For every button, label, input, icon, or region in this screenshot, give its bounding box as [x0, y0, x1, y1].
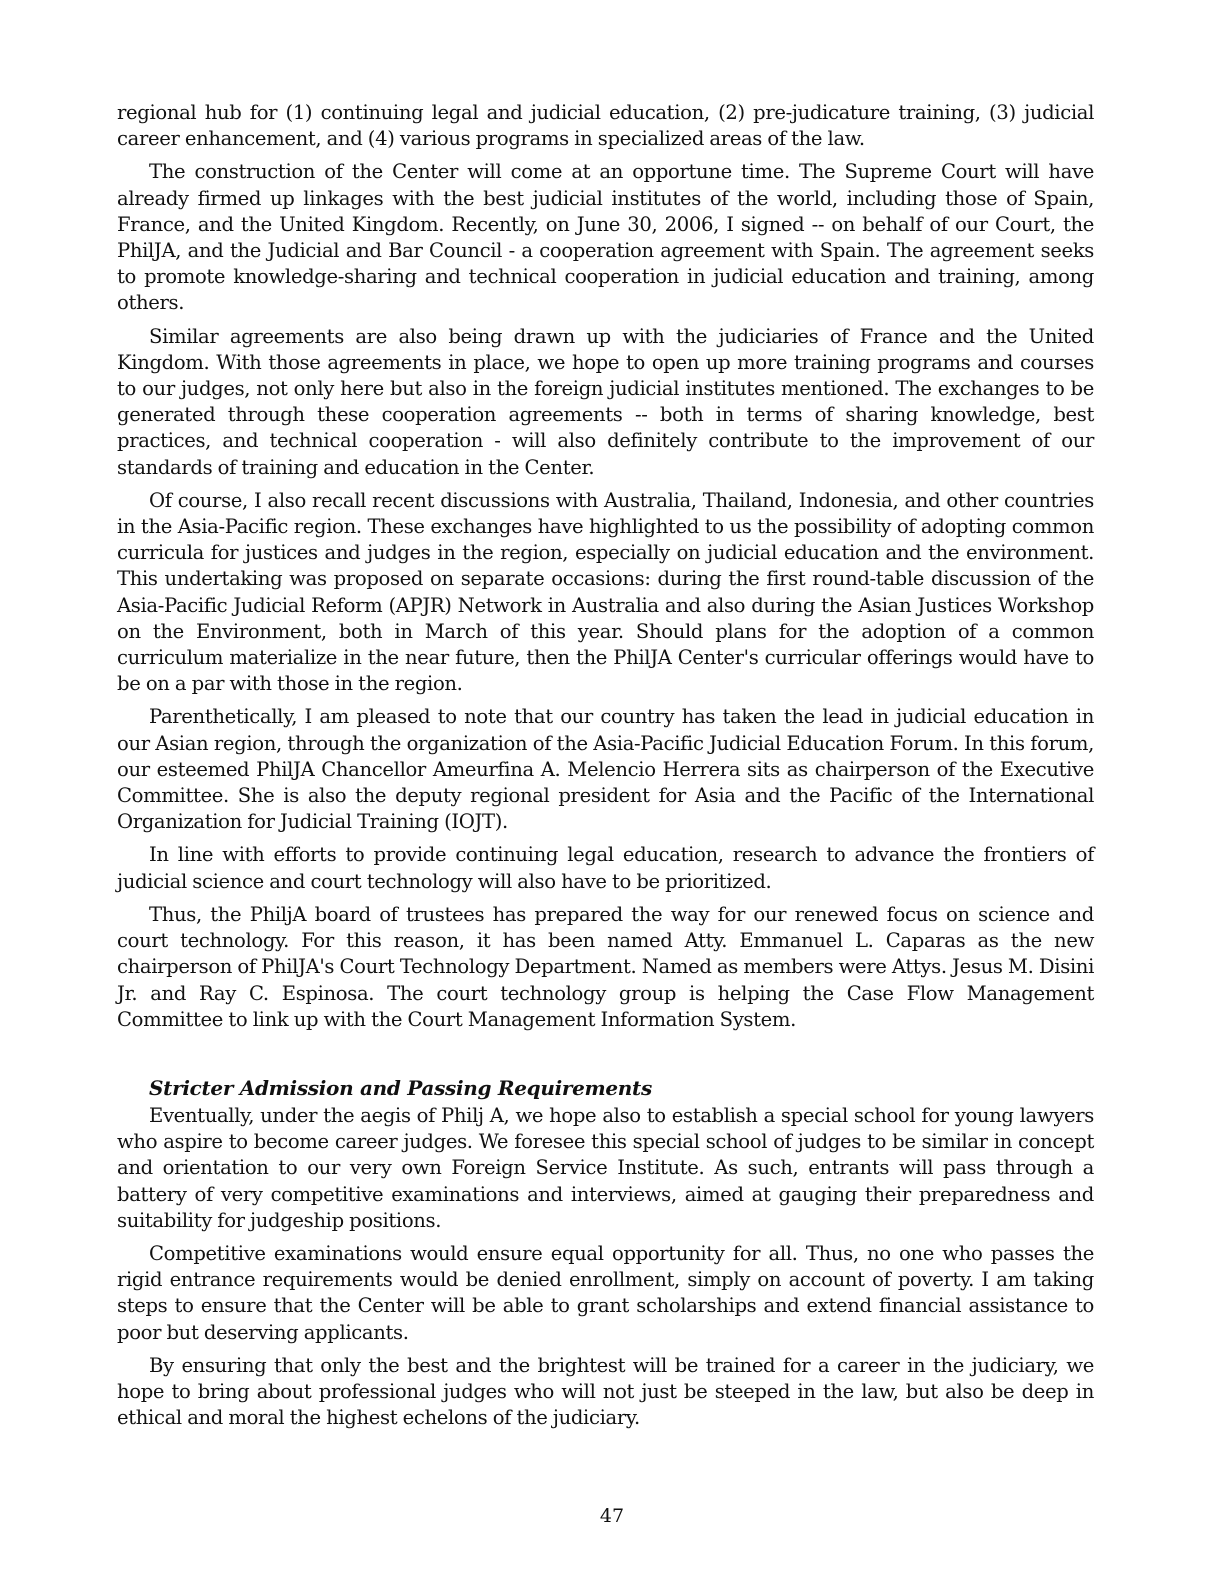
paragraph-10: By ensuring that only the best and the brightest will be trained for a career in the judiciary, we hope to bring about professional judges who will not just be steeped in the law, but also be deep in ethical and moral the highest echelons of the judiciary. [117, 1353, 1094, 1430]
paragraph-9: Competitive examinations would ensure equal opportunity for all. Thus, no one who passes the rigid entrance requirements would be denied enrollment, simply on account of poverty. I am taking steps to ensure that the Center will be able to grant scholarships and extend financial assistance to poor but deserving applicants. [117, 1241, 1094, 1344]
paragraph-4: Of course, I also recall recent discussions with Australia, Thailand, Indonesia, and other countries in the Asia-Pacific region. These exchanges have highlighted to us the possibility of adopting common curricula for justices and judges in the region, especially on judicial education and the environment. This undertaking was proposed on separate occasions: during the first round-table discussion of the Asia-Pacific Judicial Reform (APJR) Network in Australia and also during the Asian Justices Workshop on the Environment, both in March of this year. Should plans for the adoption of a common curriculum materialize in the near future, then the PhilJA Center's curricular offerings would have to be on a par with those in the region. [117, 488, 1094, 696]
document-page [117, 100, 1094, 1438]
paragraph-3: Similar agreements are also being drawn up with the judiciaries of France and the United Kingdom. With those agreements in place, we hope to open up more training programs and courses to our judges, not only here but also in the foreign judicial institutes mentioned. The exchanges to be generated through these cooperation agreements -- both in terms of sharing knowledge, best practices, and technical cooperation - will also definitely contribute to the improvement of our standards of training and education in the Center. [117, 324, 1094, 479]
paragraph-2: The construction of the Center will come at an opportune time. The Supreme Court will have already firmed up linkages with the best judicial institutes of the world, including those of Spain, France, and the United Kingdom. Recently, on June 30, 2006, I signed -- on behalf of our Court, the PhilJA, and the Judicial and Bar Council - a cooperation agreement with Spain. The agreement seeks to promote knowledge-sharing and technical cooperation in judicial education and training, among others. [117, 160, 1094, 315]
paragraph-8: Eventually, under the aegis of Philj A, we hope also to establish a special school for young lawyers who aspire to become career judges. We foresee this special school of judges to be similar in concept and orientation to our very own Foreign Service Institute. As such, entrants will pass through a battery of very competitive examinations and interviews, aimed at gauging their preparedness and suitability for judgeship positions. [117, 1103, 1094, 1232]
paragraph-5: Parenthetically, I am pleased to note that our country has taken the lead in judicial education in our Asian region, through the organization of the Asia-Pacific Judicial Education Forum. In this forum, our esteemed PhilJA Chancellor Ameurfina A. Melencio Herrera sits as chairperson of the Executive Committee. She is also the deputy regional president for Asia and the Pacific of the International Organization for Judicial Training (IOJT). [117, 705, 1094, 834]
section-heading: Stricter Admission and Passing Requirements [149, 1075, 652, 1100]
page-number: 47 [599, 1505, 625, 1527]
paragraph-6: In line with efforts to provide continuing legal education, research to advance the frontiers of judicial science and court technology will also have to be prioritized. [117, 843, 1094, 893]
paragraph-1: regional hub for (1) continuing legal and judicial education, (2) pre-judicature training, (3) judicial career enhancement, and (4) various programs in specialized areas of the law. [117, 101, 1094, 151]
paragraph-7: Thus, the PhiljA board of trustees has prepared the way for our renewed focus on science and court technology. For this reason, it has been named Atty. Emmanuel L. Caparas as the new chairperson of PhilJA's Court Technology Department. Named as members were Attys. Jesus M. Disini Jr. and Ray C. Espinosa. The court technology group is helping the Case Flow Management Committee to link up with the Court Management Information System. [117, 902, 1094, 1031]
